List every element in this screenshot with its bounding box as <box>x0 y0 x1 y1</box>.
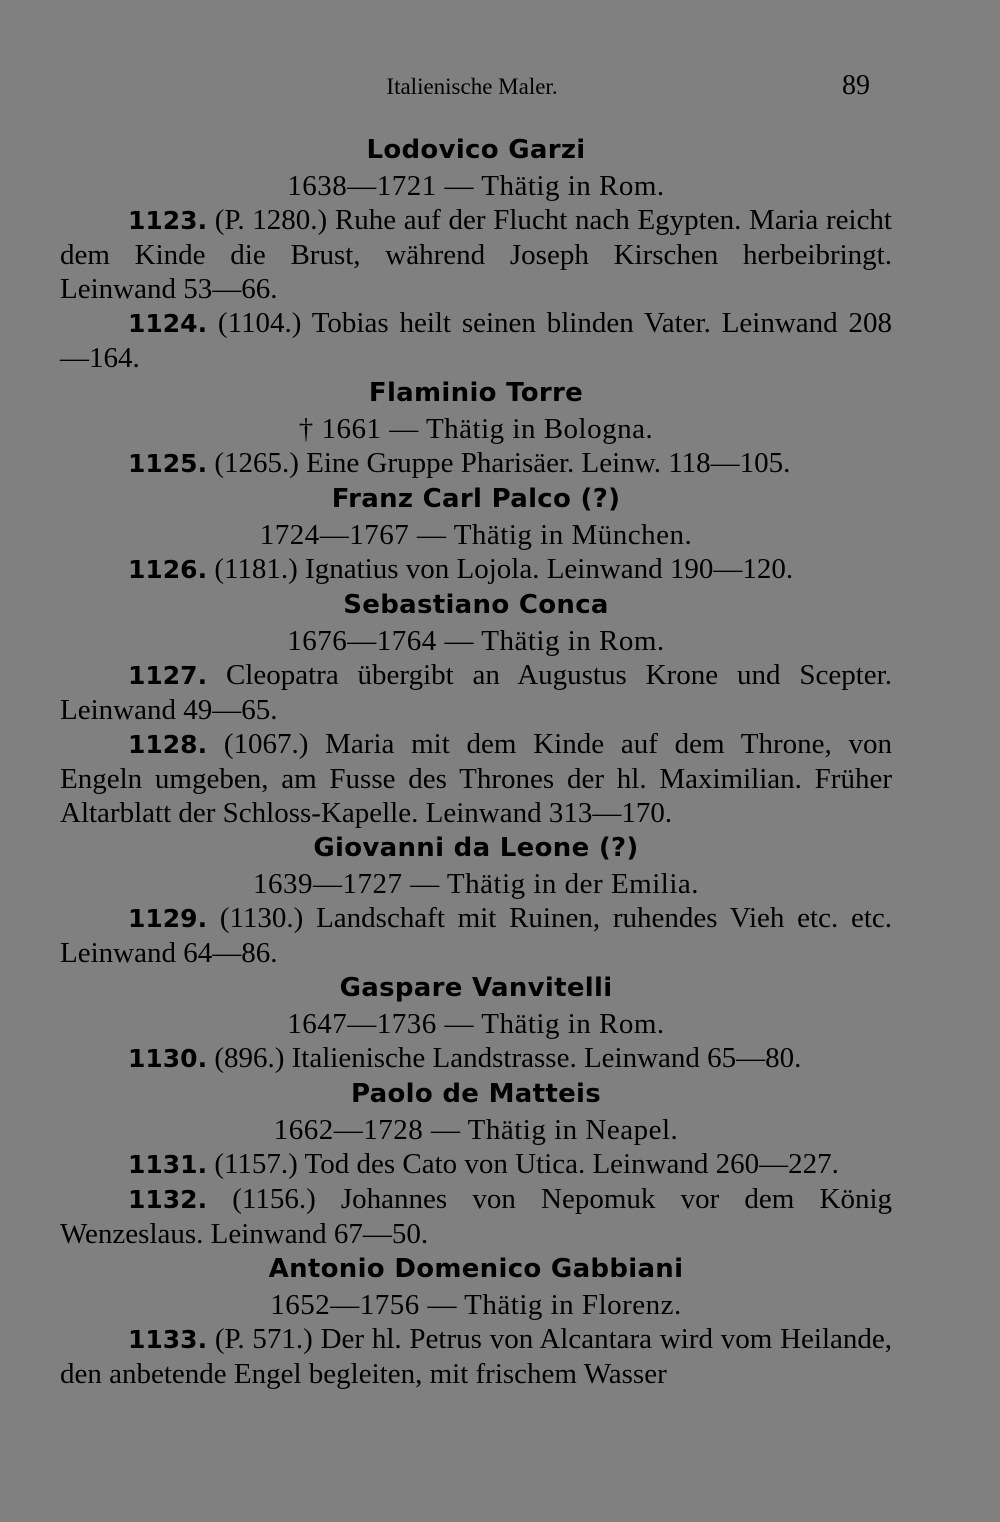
page-number: 89 <box>842 70 870 101</box>
entry-number: 1126. <box>128 555 208 584</box>
entry-text: (1265.) Eine Gruppe Pharisäer. Leinw. 118—105. <box>207 447 791 479</box>
entry-text: (896.) Italienische Landstrasse. Leinwand 65—80. <box>207 1042 802 1074</box>
artist-dates: 1662—1728 — Thätig in Neapel. <box>273 1114 679 1146</box>
catalogue-entry <box>60 1182 892 1251</box>
catalogue-entry <box>60 306 892 375</box>
artist-dates: † 1661 — Thätig in Bologna. <box>298 413 654 445</box>
entry-number: 1131. <box>128 1150 208 1179</box>
entry-number: 1124. <box>128 309 208 338</box>
entry-text: (1181.) Ignatius von Lojola. Leinwand 190—120. <box>207 553 794 585</box>
artist-heading: Sebastiano Conca <box>343 590 609 620</box>
artist-heading: Paolo de Matteis <box>351 1079 601 1109</box>
entry-number: 1128. <box>128 730 208 759</box>
catalogue-entry <box>60 203 892 306</box>
artist-heading: Lodovico Garzi <box>366 135 586 165</box>
artist-heading: Giovanni da Leone (?) <box>313 833 639 863</box>
artist-dates: 1638—1721 — Thätig in Rom. <box>287 170 665 202</box>
entry-number: 1129. <box>128 904 208 933</box>
catalogue-text <box>60 132 892 1391</box>
catalogue-entry <box>60 1322 892 1391</box>
artist-dates: 1724—1767 — Thätig in München. <box>259 519 693 551</box>
artist-dates: 1647—1736 — Thätig in Rom. <box>287 1008 665 1040</box>
entry-text: (1104.) Tobias heilt seinen blinden Vater. Leinwand 208—164. <box>60 307 892 374</box>
entry-number: 1132. <box>128 1185 208 1214</box>
running-title: Italienische Maler. <box>386 74 558 99</box>
entry-text: (P. 571.) Der hl. Petrus von Alcantara wird vom Heilande, den anbetende Engel begleiten, mit frischem Wasser <box>60 1323 892 1390</box>
artist-heading: Franz Carl Palco (?) <box>331 484 621 514</box>
catalogue-entry <box>60 1147 892 1182</box>
artist-heading: Gaspare Vanvitelli <box>339 973 613 1003</box>
artist-dates: 1652—1756 — Thätig in Florenz. <box>270 1289 682 1321</box>
catalogue-entry <box>60 727 892 830</box>
entry-number: 1130. <box>128 1044 208 1073</box>
catalogue-entry <box>60 1041 892 1076</box>
artist-heading: Flaminio Torre <box>368 378 584 408</box>
catalogue-entry <box>60 446 892 481</box>
catalogue-entry <box>60 901 892 970</box>
entry-text: (1156.) Johannes von Nepomuk vor dem König Wenzeslaus. Leinwand 67—50. <box>60 1183 892 1250</box>
entry-number: 1123. <box>128 206 208 235</box>
entry-number: 1127. <box>128 661 208 690</box>
catalogue-entry <box>60 552 892 587</box>
artist-dates: 1676—1764 — Thätig in Rom. <box>287 625 665 657</box>
artist-heading: Antonio Domenico Gabbiani <box>268 1254 684 1284</box>
running-header <box>0 70 1000 106</box>
catalogue-entry <box>60 658 892 727</box>
entry-text: (1130.) Landschaft mit Ruinen, ruhendes Vieh etc. etc. Leinwand 64—86. <box>60 902 892 969</box>
entry-text: (P. 1280.) Ruhe auf der Flucht nach Egypten. Maria reicht dem Kinde die Brust, während Joseph Kirschen herbeibringt. Leinwand 53—66. <box>60 204 892 305</box>
entry-number: 1133. <box>128 1325 208 1354</box>
entry-text: (1157.) Tod des Cato von Utica. Leinwand 260—227. <box>207 1148 839 1180</box>
entry-number: 1125. <box>128 449 208 478</box>
entry-text: Cleopatra übergibt an Augustus Krone und Scepter. Leinwand 49—65. <box>60 659 892 726</box>
entry-text: (1067.) Maria mit dem Kinde auf dem Throne, von Engeln umgeben, am Fusse des Thrones der hl. Maximilian. Früher Altarblatt der Schloss-Kapelle. Leinwand 313—170. <box>60 728 892 829</box>
artist-dates: 1639—1727 — Thätig in der Emilia. <box>252 868 700 900</box>
